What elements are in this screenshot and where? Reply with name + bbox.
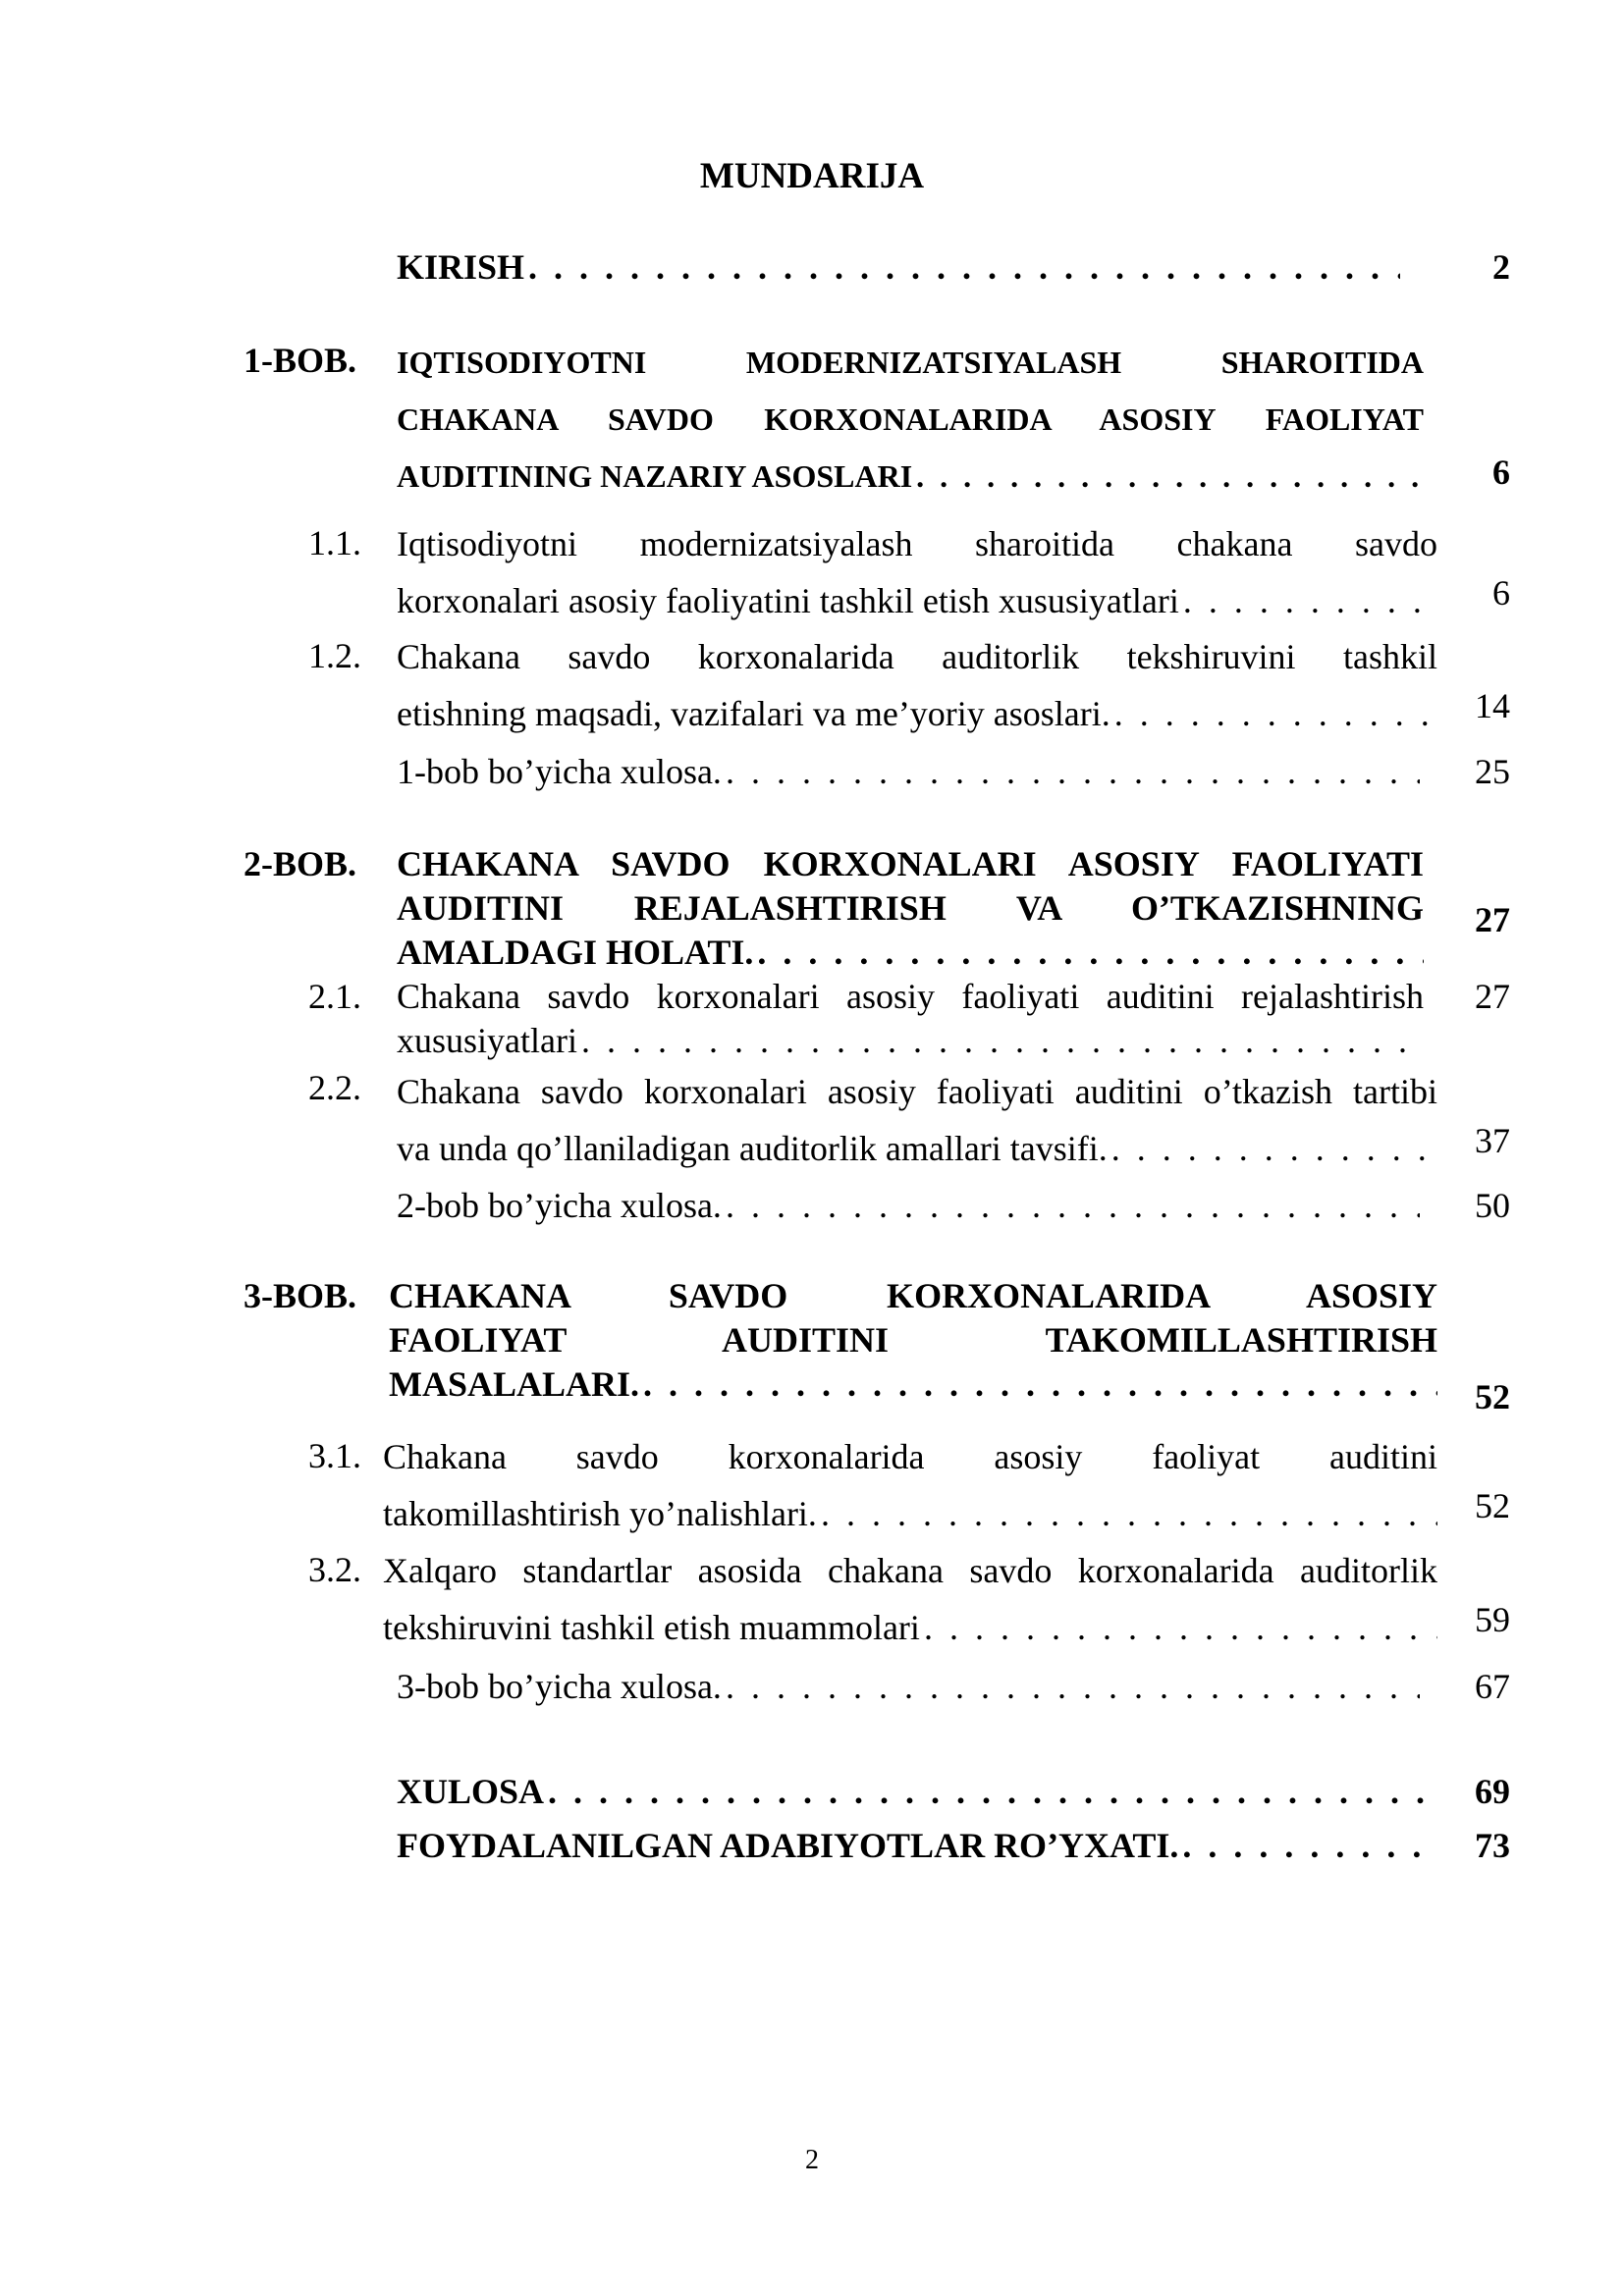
toc-line: 3-bob bo’yicha xulosa. . . .	[397, 1657, 1420, 1716]
dot-leader	[726, 742, 1420, 801]
dot-leader	[528, 243, 1400, 291]
dot-leader	[548, 1765, 1424, 1818]
dot-leader	[1114, 685, 1437, 742]
document-title: MUNDARIJA	[699, 156, 925, 196]
page-number: 6	[1492, 573, 1510, 613]
page-number: 14	[1475, 686, 1510, 725]
page-number: 37	[1475, 1121, 1510, 1160]
dot-leader	[916, 448, 1424, 505]
page-number: 50	[1475, 1186, 1510, 1225]
section-label: 3.2.	[308, 1550, 361, 1589]
page-number: 25	[1475, 752, 1510, 791]
page-number: 52	[1475, 1486, 1510, 1525]
toc-line: tekshiruvini tashkil etish muammolari . . .	[383, 1599, 1437, 1656]
dot-leader	[726, 1657, 1420, 1716]
page-number: 52	[1475, 1377, 1510, 1416]
toc-line: korxonalari asosiy faoliyatini tashkil etish xususiyatlari . . .	[397, 572, 1437, 629]
page-number: 69	[1475, 1772, 1510, 1811]
page-number: 73	[1475, 1826, 1510, 1865]
toc-line: FOYDALANILGAN ADABIYOTLAR RO’YXATI. . . .	[397, 1819, 1424, 1872]
page-number: 67	[1475, 1667, 1510, 1706]
toc-line: CHAKANA SAVDO KORXONALARIDA ASOSIY FAOLIYAT	[397, 401, 1424, 437]
toc-line: 2-bob bo’yicha xulosa. . . .	[397, 1176, 1420, 1235]
toc-line: Chakana savdo korxonalari asosiy faoliyati auditini o’tkazish tartibi	[397, 1072, 1437, 1111]
toc-line: Chakana savdo korxonalari asosiy faoliyati auditini rejalashtirish	[397, 977, 1424, 1016]
toc-line: takomillashtirish yo’nalishlari. . . .	[383, 1485, 1437, 1542]
chapter-label: 2-BOB.	[244, 844, 357, 883]
dot-leader	[757, 931, 1424, 975]
chapter-label: 3-BOB.	[244, 1276, 357, 1315]
toc-line: XULOSA . . .	[397, 1765, 1424, 1818]
toc-line: xususiyatlari . . .	[397, 1019, 1424, 1063]
section-label: 1.2.	[308, 636, 361, 675]
toc-line: FAOLIYAT AUDITINI TAKOMILLASHTIRISH	[389, 1320, 1437, 1360]
section-label: 1.1.	[308, 523, 361, 562]
dot-leader	[726, 1176, 1420, 1235]
toc-line: Iqtisodiyotni modernizatsiyalash sharoitida chakana savdo	[397, 524, 1437, 563]
dot-leader	[821, 1485, 1437, 1542]
footer-page-number: 2	[805, 2145, 819, 2175]
toc-line: CHAKANA SAVDO KORXONALARIDA ASOSIY	[389, 1276, 1437, 1315]
page-number: 59	[1475, 1600, 1510, 1639]
toc-line: IQTISODIYOTNI MODERNIZATSIYALASH SHAROITIDA	[397, 345, 1424, 380]
dot-leader	[643, 1362, 1437, 1407]
dot-leader	[1182, 1819, 1424, 1872]
toc-line: Xalqaro standartlar asosida chakana savdo korxonalarida auditorlik	[383, 1551, 1437, 1590]
section-label: 2.2.	[308, 1068, 361, 1107]
section-label: 2.1.	[308, 977, 361, 1016]
dot-leader	[581, 1019, 1424, 1063]
toc-line: 1-bob bo’yicha xulosa. . . .	[397, 742, 1420, 801]
page-number: 2	[1492, 247, 1510, 287]
toc-line: MASALALARI. . . .	[389, 1362, 1437, 1407]
toc-line: etishning maqsadi, vazifalari va me’yoriy asoslari. . . .	[397, 685, 1437, 742]
toc-line: CHAKANA SAVDO KORXONALARI ASOSIY FAOLIYATI	[397, 844, 1424, 883]
toc-line: va unda qo’llaniladigan auditorlik amallari tavsifi. . . .	[397, 1120, 1437, 1177]
dot-leader	[924, 1599, 1437, 1656]
toc-line: AMALDAGI HOLATI. . . .	[397, 931, 1424, 975]
toc-line: KIRISH . . .	[397, 243, 1400, 291]
dot-leader	[1183, 572, 1437, 629]
page-number: 6	[1492, 453, 1510, 492]
toc-line: AUDITINI REJALASHTIRISH VA O’TKAZISHNING	[397, 888, 1424, 928]
section-label: 3.1.	[308, 1436, 361, 1475]
toc-line: AUDITINING NAZARIY ASOSLARI . . .	[397, 448, 1424, 505]
page-number: 27	[1475, 977, 1510, 1016]
toc-line: Chakana savdo korxonalarida auditorlik tekshiruvini tashkil	[397, 637, 1437, 676]
chapter-label: 1-BOB.	[244, 341, 357, 380]
dot-leader	[1111, 1120, 1437, 1177]
page-number: 27	[1475, 900, 1510, 939]
toc-line: Chakana savdo korxonalarida asosiy faoliyat auditini	[383, 1437, 1437, 1476]
